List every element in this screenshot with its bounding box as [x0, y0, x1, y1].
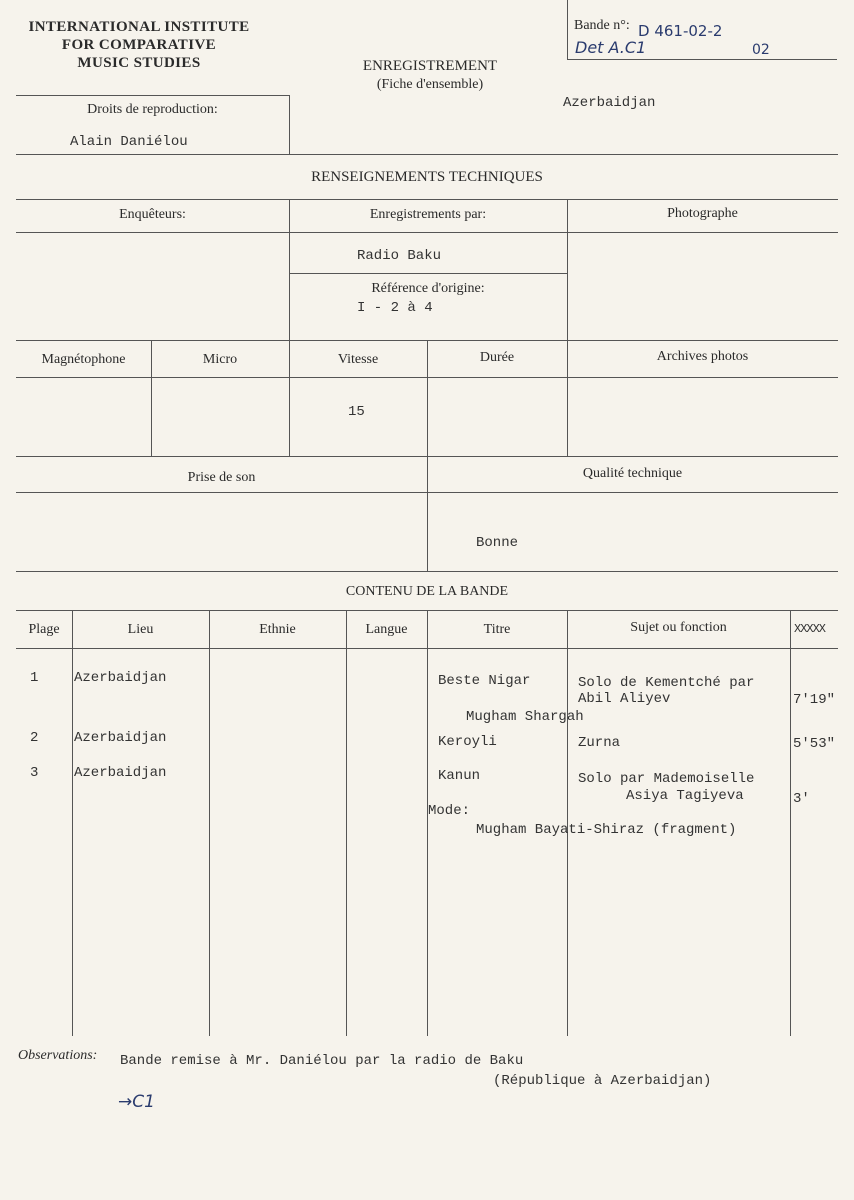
- col-header-duration: XXXXX: [794, 622, 826, 636]
- origin-ref-label: Référence d'origine:: [371, 281, 485, 296]
- col-header-subject: Sujet ou fonction: [630, 620, 727, 635]
- col-header-ethnic: Ethnie: [259, 622, 296, 637]
- row1-duration: 7'19": [793, 692, 836, 708]
- col-divider-track: [72, 610, 73, 1036]
- row3-track: 3: [30, 765, 39, 781]
- observations-label: Observations:: [18, 1048, 98, 1063]
- row1-mode: Mugham Shargah: [466, 709, 584, 725]
- speed-label: Vitesse: [337, 352, 379, 367]
- institute-name: [14, 18, 264, 72]
- photographer-label: Photographe: [667, 206, 738, 221]
- equip-divider-1: [151, 340, 152, 456]
- rights-label: Droits de reproduction:: [87, 102, 218, 117]
- quality-label: Qualité technique: [582, 466, 683, 481]
- tape-handwritten-code: 02: [752, 42, 770, 58]
- tech-divider-2: [567, 199, 568, 340]
- duration-label: Durée: [479, 350, 515, 365]
- institute-line-2: FOR COMPARATIVE: [61, 37, 217, 53]
- equip-divider-3: [427, 340, 428, 456]
- col-divider-place: [209, 610, 210, 1036]
- rights-right-border: [289, 95, 290, 154]
- tech-divider-1: [289, 199, 290, 340]
- equipment-header-bottom: [16, 377, 838, 378]
- technical-header-top: [16, 199, 838, 200]
- form-subtitle: (Fiche d'ensemble): [376, 77, 484, 92]
- tape-handwritten-ref: Det A.C1: [575, 38, 647, 57]
- institute-line-3: MUSIC STUDIES: [77, 55, 201, 71]
- col-divider-language: [427, 610, 428, 1036]
- recordings-value: Radio Baku: [357, 248, 442, 264]
- col-header-language: Langue: [365, 622, 408, 637]
- row3-place: Azerbaidjan: [74, 765, 167, 781]
- row1-subject-1: Solo de Kementché par: [578, 675, 755, 691]
- sound-capture-label: Prise de son: [187, 470, 256, 485]
- rights-value: Alain Daniélou: [70, 134, 188, 150]
- technical-header-bottom: [16, 232, 838, 233]
- contents-top-border: [16, 571, 838, 572]
- row3-duration: 3': [793, 791, 810, 807]
- photo-archives-label: Archives photos: [656, 349, 749, 364]
- speed-value: 15: [348, 404, 365, 420]
- row3-subject-2: Asiya Tagiyeva: [626, 788, 744, 804]
- col-divider-subject: [790, 610, 791, 1036]
- row1-track: 1: [30, 670, 39, 686]
- contents-header-bottom: [16, 648, 838, 649]
- row3-mode-label: Mode:: [428, 803, 471, 819]
- row2-title: Keroyli: [438, 734, 497, 750]
- tape-box-bottom-border: [567, 59, 837, 60]
- observations-line-1: Bande remise à Mr. Daniélou par la radio de Baku: [120, 1053, 524, 1069]
- row1-subject-2: Abil Aliyev: [578, 691, 671, 707]
- recordings-label: Enregistrements par:: [369, 207, 487, 222]
- micro-label: Micro: [202, 352, 238, 367]
- sound-divider: [427, 456, 428, 571]
- tape-box-left-border: [567, 0, 568, 60]
- observations-line-2: (République à Azerbaidjan): [493, 1073, 712, 1089]
- observations-handwritten-note: →C1: [118, 1092, 155, 1112]
- rights-top-border: [16, 95, 289, 96]
- row2-place: Azerbaidjan: [74, 730, 167, 746]
- contents-section-title: CONTENU DE LA BANDE: [345, 584, 509, 599]
- row2-subject-1: Zurna: [578, 735, 621, 751]
- row1-place: Azerbaidjan: [74, 670, 167, 686]
- sound-header-bottom: [16, 492, 838, 493]
- col-header-place: Lieu: [127, 622, 154, 637]
- row2-duration: 5'53": [793, 736, 836, 752]
- col-header-title: Titre: [483, 622, 511, 637]
- row3-subject-1: Solo par Mademoiselle: [578, 771, 755, 787]
- form-title: ENREGISTREMENT: [362, 58, 498, 74]
- equip-divider-4: [567, 340, 568, 456]
- row3-title: Kanun: [438, 768, 481, 784]
- col-header-track: Plage: [28, 622, 60, 637]
- country-value: Azerbaidjan: [563, 95, 656, 111]
- recordings-divider: [289, 273, 567, 274]
- technical-section-title: RENSEIGNEMENTS TECHNIQUES: [311, 169, 543, 185]
- investigators-label: Enquêteurs:: [119, 207, 186, 222]
- col-divider-ethnic: [346, 610, 347, 1036]
- technical-top-border: [16, 154, 838, 155]
- equip-divider-2: [289, 340, 290, 456]
- row2-track: 2: [30, 730, 39, 746]
- quality-value: Bonne: [476, 535, 519, 551]
- institute-line-1: INTERNATIONAL INSTITUTE: [28, 19, 250, 35]
- row1-title: Beste Nigar: [438, 673, 531, 689]
- tape-number-label: Bande n°:: [574, 18, 630, 33]
- tape-number-value: D 461-02-2: [638, 22, 723, 40]
- origin-ref-value: I - 2 à 4: [357, 300, 433, 316]
- row3-mode: Mugham Bayati-Shiraz (fragment): [476, 822, 737, 838]
- recorder-label: Magnétophone: [41, 352, 126, 367]
